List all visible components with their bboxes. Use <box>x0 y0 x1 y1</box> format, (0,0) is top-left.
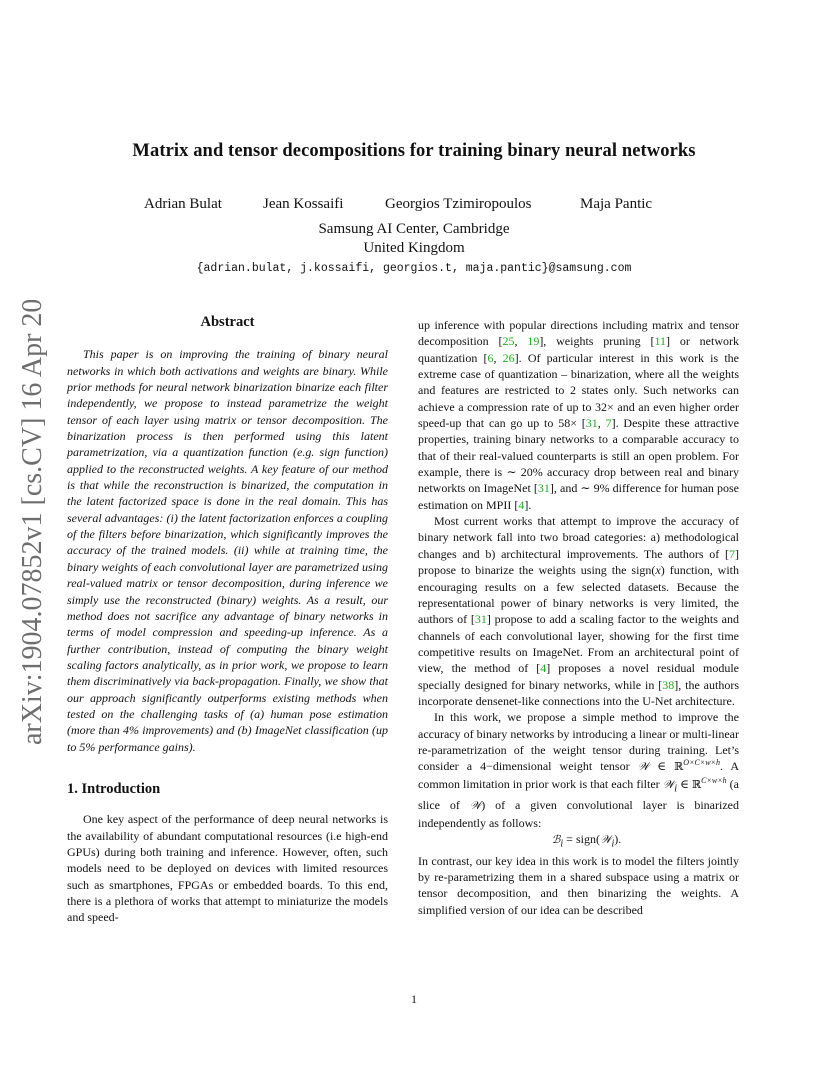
citation-link[interactable]: 31 <box>474 612 487 627</box>
arxiv-stamp <box>4 300 52 750</box>
citation-link[interactable]: 4 <box>540 661 547 676</box>
abstract-text: This paper is on improving the training of binary neural networks in which both activations and weights are binary. While prior methods for neural network binarization binarize each filter independently, we propose to instead parametrize the weight tensor of each layer using matrix or tensor decomposition. The binarization process is then performed using this latent parametrization, via a quantization function (e.g. sign function) applied to the reconstructed weights. A key feature of our method is that while the reconstruction is binarized, the computation in the latent factorized space is done in the real domain. This has several advantages: (i) the latent factorization enforces a coupling of the filters before binarization, which significantly improves the accuracy of the trained models. (ii) while at training time, the binary weights of each convolutional layer are parametrized using real-valued matrix or tensor decomposition, during inference we simply use the reconstructed (binary) weights. As a result, our method does not sacrifice any advantage of binary networks in terms of model compression and speeding-up inference. As a further contribution, instead of computing the binary weight scaling factors analytically, as in prior work, we propose to learn them discriminatively via back-propagation. Finally, we show that our approach significantly outperforms existing methods when tested on the challenging tasks of (a) human pose estimation (more than 4% improvements) and (b) ImageNet classification (up to 5% performance gains). <box>67 347 388 754</box>
right-column <box>418 317 739 918</box>
page-number: 1 <box>411 992 417 1006</box>
left-column <box>67 314 388 926</box>
citation-link[interactable]: 31 <box>537 481 550 496</box>
author-emails: {adrian.bulat, j.kossaifi, georgios.t, maja.pantic}@samsung.com <box>196 262 632 275</box>
equation: ℬ$_i$ = sign(𝒲$_i$). <box>551 832 622 850</box>
affiliation-country: United Kingdom <box>363 240 465 256</box>
paper-title: Matrix and tensor decompositions for training binary neural networks <box>132 141 696 161</box>
citation-link[interactable]: 4 <box>518 497 525 512</box>
citation-link[interactable]: 6 <box>487 350 494 365</box>
body-paragraph: In this work, we propose a simple method to improve the accuracy of binary networks by introducing a linear or multi-linear re-parametrization of the weight tensor during training. Let’s consider a 4−dimensional weight tensor 𝒲 ∈ ℝ$^{O\times C\times w\times h}$. A common limitation in prior work is that each filter 𝒲$_i$ ∈ ℝ$^{C\times w\times h}$ (a slice of 𝒲) of a given convolutional layer is binarized independently as follows: <box>418 710 740 830</box>
affiliation-org: Samsung AI Center, Cambridge <box>318 221 510 237</box>
citation-link[interactable]: 26 <box>502 350 515 365</box>
body-paragraph: up inference with popular directions including matrix and tensor decomposition [25, 19], weights pruning [11] or network quantization [6, 26]. Of particular interest in this work is the extreme case of quantization – binarization, where all the weights and features are restricted to 2 states only. Such networks can achieve a compression rate of up to 32× and an even higher order speed-up that can go up to 58× [31, 7]. Despite these attractive properties, training binary networks to a comparable accuracy to that of their real-valued counterparts is still an open problem. For example, there is ∼ 20% accuracy drop between real and binary networkts on ImageNet [31], and ∼ 9% difference for human pose estimation on MPII [4]. <box>418 318 740 512</box>
citation-link[interactable]: 19 <box>527 334 540 349</box>
author-name: Georgios Tzimiropoulos <box>385 196 532 212</box>
citation-link[interactable]: 11 <box>654 334 667 349</box>
citation-link[interactable]: 25 <box>502 334 515 349</box>
citation-link[interactable]: 31 <box>585 416 598 431</box>
citation-link[interactable]: 38 <box>662 677 675 692</box>
section-heading-introduction: 1. Introduction <box>67 780 161 797</box>
body-paragraph: In contrast, our key idea in this work is to model the filters jointly by re-parametrizing them in a shared subspace using a matrix or tensor decomposition, and then binarizing the weights. A simplified version of our idea can be described <box>418 853 739 917</box>
abstract-heading: Abstract <box>200 314 255 330</box>
citation-link[interactable]: 7 <box>729 546 735 561</box>
arxiv-stamp-text: arXiv:1904.07852v1 [cs.CV] 16 Apr 2019 <box>17 300 48 745</box>
citation-link[interactable]: 7 <box>605 416 612 431</box>
author-name: Adrian Bulat <box>144 196 222 212</box>
author-name: Maja Pantic <box>580 196 653 212</box>
body-paragraph: Most current works that attempt to improve the accuracy of binary network fall into two broad categories: a) methodological changes and b) architectural improvements. The authors of [7] propose to binarize the weights using the sign(x) function, with encouraging results on a few selected datasets. Because the representational power of binary networks is very limited, the authors of [31] propose to add a scaling factor to the weights and channels of each convolutional layer, showing for the first time competitive results on ImageNet. From an architectural point of view, the method of [4] proposes a novel residual module specially designed for binary networks, while in [38], the authors incorporate densenet-like connections into the U-Net architecture. <box>418 514 740 708</box>
intro-paragraph: One key aspect of the performance of deep neural networks is the availability of abundant computational resources (i.e high-end GPUs) during both training and inference. However, often, such models need to be deployed on devices with limited resources such as smartphones, FPGAs or embedded boards. To this end, there is a plethora of works that attempt to miniaturize the models and speed- <box>67 812 388 925</box>
author-name: Jean Kossaifi <box>263 196 344 212</box>
author-list <box>0 196 828 216</box>
